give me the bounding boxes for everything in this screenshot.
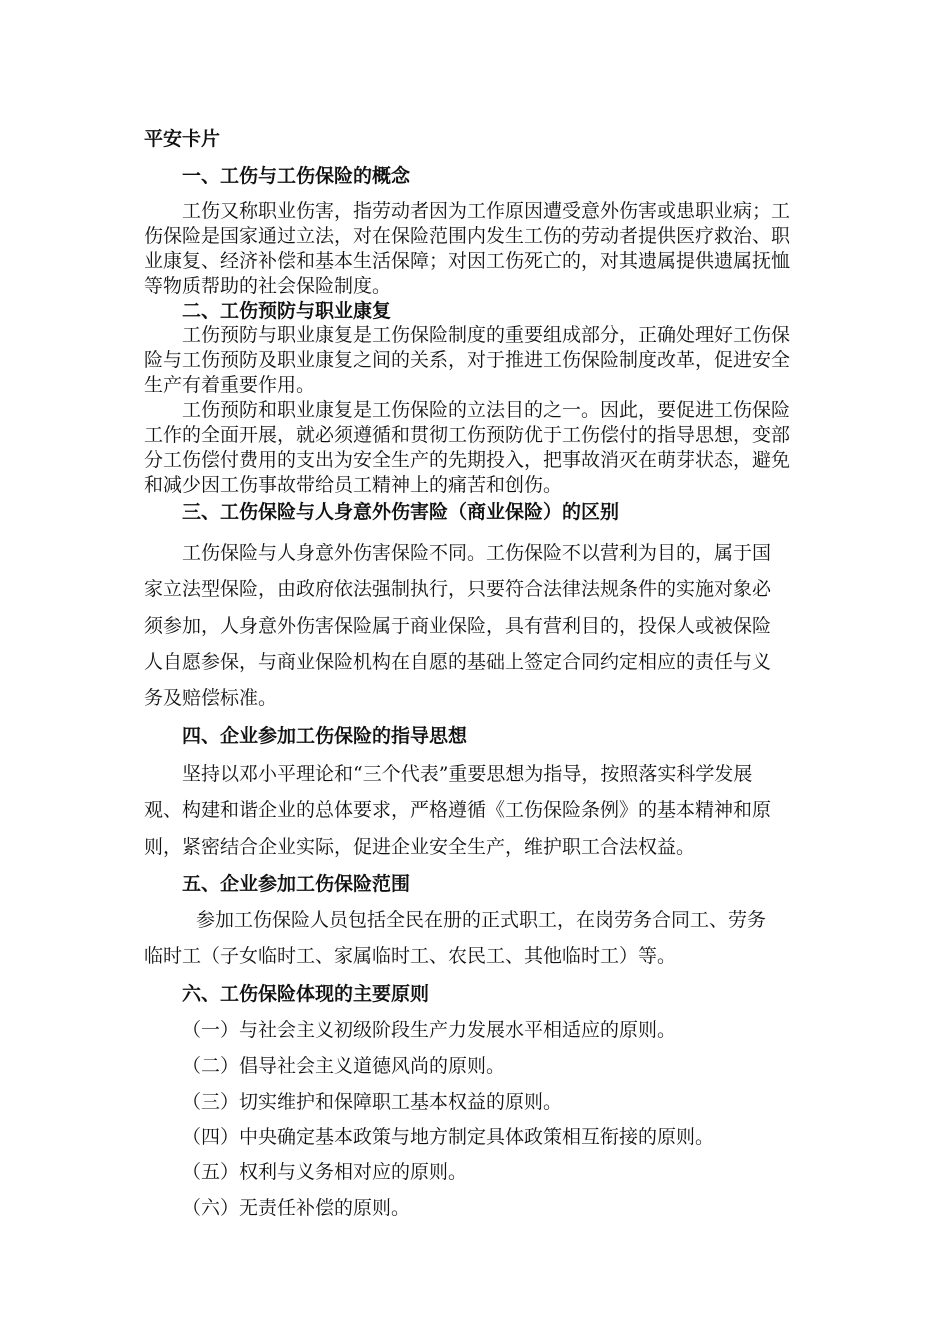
text-line: 工伤预防和职业康复是工伤保险的立法目的之一。因此，要促进工伤保险: [182, 399, 791, 421]
text-line: 家立法型保险，由政府依法强制执行，只要符合法律法规条件的实施对象必: [144, 578, 772, 600]
text-line: 工作的全面开展，就必须遵循和贯彻工伤预防优于工伤偿付的指导思想，变部: [144, 424, 791, 446]
text-line: 观、构建和谐企业的总体要求，严格遵循《工伤保险条例》的基本精神和原: [144, 799, 772, 821]
text-line: 业康复、经济补偿和基本生活保障；对因工伤死亡的，对其遗属提供遗属抚恤: [144, 250, 791, 272]
list-item: （二）倡导社会主义道德风尚的原则。: [182, 1055, 506, 1077]
text-line: 分工伤偿付费用的支出为安全生产的先期投入，把事故消灭在萌芽状态，避免: [144, 449, 791, 471]
list-item: （四）中央确定基本政策与地方制定具体政策相互衔接的原则。: [182, 1126, 715, 1148]
list-item: （三）切实维护和保障职工基本权益的原则。: [182, 1091, 563, 1113]
text-line: 险与工伤预防及职业康复之间的关系，对于推进工伤保险制度改革，促进安全: [144, 349, 791, 371]
text-line: 工伤又称职业伤害，指劳动者因为工作原因遭受意外伤害或患职业病；工: [182, 200, 791, 222]
list-item: （一）与社会主义初级阶段生产力发展水平相适应的原则。: [182, 1019, 677, 1041]
list-item: （五）权利与义务相对应的原则。: [182, 1161, 468, 1183]
text-line: 则，紧密结合企业实际，促进企业安全生产，维护职工合法权益。: [144, 836, 696, 858]
section-5-heading: 五、企业参加工伤保险范围: [182, 873, 411, 895]
document-title: 平安卡片: [144, 128, 221, 150]
text-line: 务及赔偿标准。: [144, 687, 278, 709]
text-line: 和减少因工伤事故带给员工精神上的痛苦和创伤。: [144, 474, 563, 496]
section-6-heading: 六、工伤保险体现的主要原则: [182, 983, 430, 1005]
section-1-heading: 一、工伤与工伤保险的概念: [182, 165, 411, 187]
text-line: 坚持以邓小平理论和“三个代表”重要思想为指导，按照落实科学发展: [182, 763, 753, 785]
text-line: 工伤保险与人身意外伤害保险不同。工伤保险不以营利为目的，属于国: [182, 542, 772, 564]
text-line: 须参加，人身意外伤害保险属于商业保险，具有营利目的，投保人或被保险: [144, 615, 772, 637]
section-4-heading: 四、企业参加工伤保险的指导思想: [182, 725, 468, 747]
list-item: （六）无责任补偿的原则。: [182, 1197, 411, 1219]
section-2-heading: 二、工伤预防与职业康复: [182, 300, 392, 322]
text-line: 临时工（子女临时工、家属临时工、农民工、其他临时工）等。: [144, 945, 677, 967]
text-line: 等物质帮助的社会保险制度。: [144, 275, 392, 297]
section-3-heading: 三、工伤保险与人身意外伤害险（商业保险）的区别: [182, 501, 620, 523]
text-line: 生产有着重要作用。: [144, 374, 316, 396]
text-line: 人自愿参保，与商业保险机构在自愿的基础上签定合同约定相应的责任与义: [144, 651, 772, 673]
text-line: 工伤预防与职业康复是工伤保险制度的重要组成部分，正确处理好工伤保: [182, 324, 791, 346]
text-line: 参加工伤保险人员包括全民在册的正式职工，在岗劳务合同工、劳务: [196, 909, 767, 931]
text-line: 伤保险是国家通过立法，对在保险范围内发生工伤的劳动者提供医疗救治、职: [144, 225, 791, 247]
